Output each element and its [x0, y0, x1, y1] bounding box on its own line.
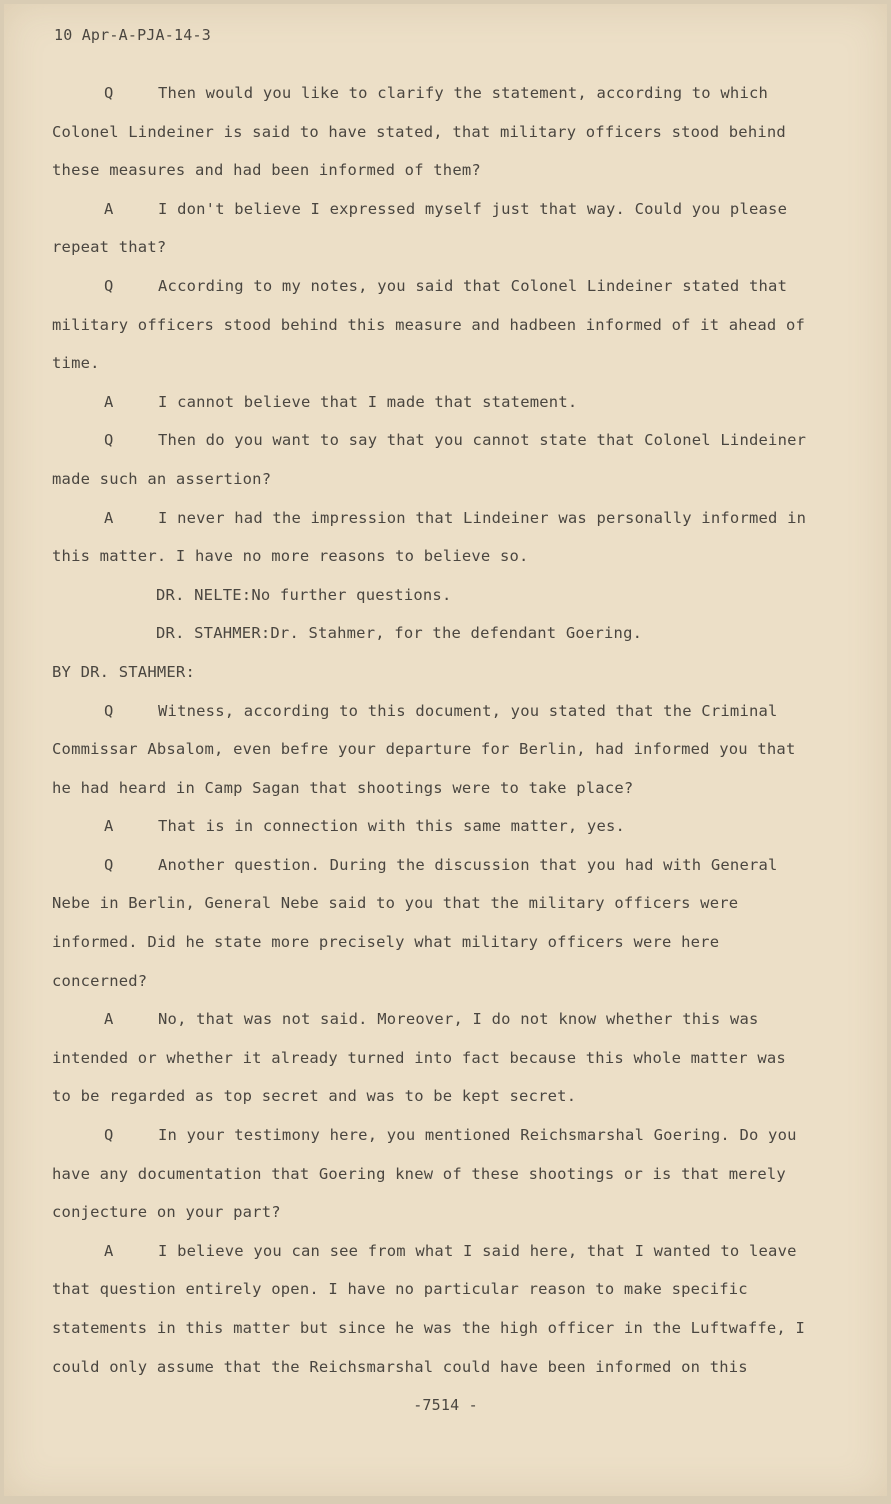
paragraph-text: I don't believe I expressed myself just that way. Could you please repeat that? [52, 199, 788, 257]
qa-paragraph [52, 421, 812, 498]
qa-paragraph [52, 190, 812, 267]
qa-label: A [104, 817, 114, 836]
speaker-statement [52, 614, 812, 653]
qa-label: Q [104, 1126, 114, 1145]
paragraph-text: I believe you can see from what I said here, that I wanted to leave that question entirely open. I have no particular reason to make specific statements in this matter but since he was the high officer in the Luftwaffe, I could only assume that the Reichsmarshal could have been informed on this [52, 1241, 806, 1376]
examination-byline [52, 653, 812, 692]
qa-paragraph [52, 1232, 812, 1386]
qa-paragraph [52, 846, 812, 1000]
qa-label: A [104, 392, 114, 411]
qa-label: Q [104, 276, 114, 295]
paragraph-text: Then do you want to say that you cannot state that Colonel Lindeiner made such an assertion? [52, 431, 807, 488]
paragraph-text: Dr. Stahmer, for the defendant Goering. [270, 624, 643, 643]
qa-paragraph [52, 499, 812, 576]
qa-label: A [104, 1010, 114, 1029]
paragraph-text: Then would you like to clarify the statement, according to which Colonel Lindeiner is said to have stated, that military officers stood behind these measures and had been informed of them? [52, 84, 786, 180]
qa-paragraph [52, 267, 812, 383]
qa-label: A [104, 508, 114, 527]
qa-paragraph [52, 1116, 812, 1232]
qa-paragraph [52, 1000, 812, 1116]
qa-paragraph [52, 807, 812, 846]
qa-label: A [104, 199, 114, 218]
qa-label: Q [104, 701, 114, 720]
paragraph-text: I cannot believe that I made that statement. [158, 392, 578, 411]
page-number: -7514 - [413, 1396, 478, 1414]
document-page [4, 4, 887, 1496]
qa-label: Q [104, 855, 114, 874]
paragraph-text: Another question. During the discussion that you had with General Nebe in Berlin, General Nebe said to you that the military officers were informed. Did he state more precisely what military officers were here concerned? [52, 855, 778, 990]
qa-label: Q [104, 431, 114, 450]
qa-paragraph [52, 692, 812, 808]
page-header: 10 Apr-A-PJA-14-3 [54, 26, 211, 44]
qa-label: A [104, 1241, 114, 1260]
qa-paragraph [52, 383, 812, 422]
speaker-label: DR. NELTE: [156, 585, 252, 604]
paragraph-text: According to my notes, you said that Colonel Lindeiner stated that military officers stood behind this measure and hadbeen informed of it ahead of time. [52, 276, 806, 373]
speaker-label: DR. STAHMER: [156, 624, 271, 643]
paragraph-text: I never had the impression that Lindeiner was personally informed in this matter. I have no more reasons to believe so. [52, 508, 807, 566]
paragraph-text: That is in connection with this same matter, yes. [158, 817, 626, 836]
transcript-body [52, 74, 812, 1386]
paragraph-text: No further questions. [251, 585, 452, 604]
qa-paragraph [52, 74, 812, 190]
byline-label: BY DR. STAHMER: [52, 662, 195, 681]
speaker-statement [52, 576, 812, 615]
paragraph-text: Witness, according to this document, you stated that the Criminal Commissar Absalom, even befre your departure for Berlin, had informed you that he had heard in Camp Sagan that shootings were to take place? [52, 701, 796, 797]
paragraph-text: In your testimony here, you mentioned Reichsmarshal Goering. Do you have any documentation that Goering knew of these shootings or is that merely conjecture on your part? [52, 1126, 797, 1222]
paragraph-text: No, that was not said. Moreover, I do not know whether this was intended or whether it already turned into fact because this whole matter was to be regarded as top secret and was to be kept secret. [52, 1010, 786, 1106]
qa-label: Q [104, 84, 114, 102]
